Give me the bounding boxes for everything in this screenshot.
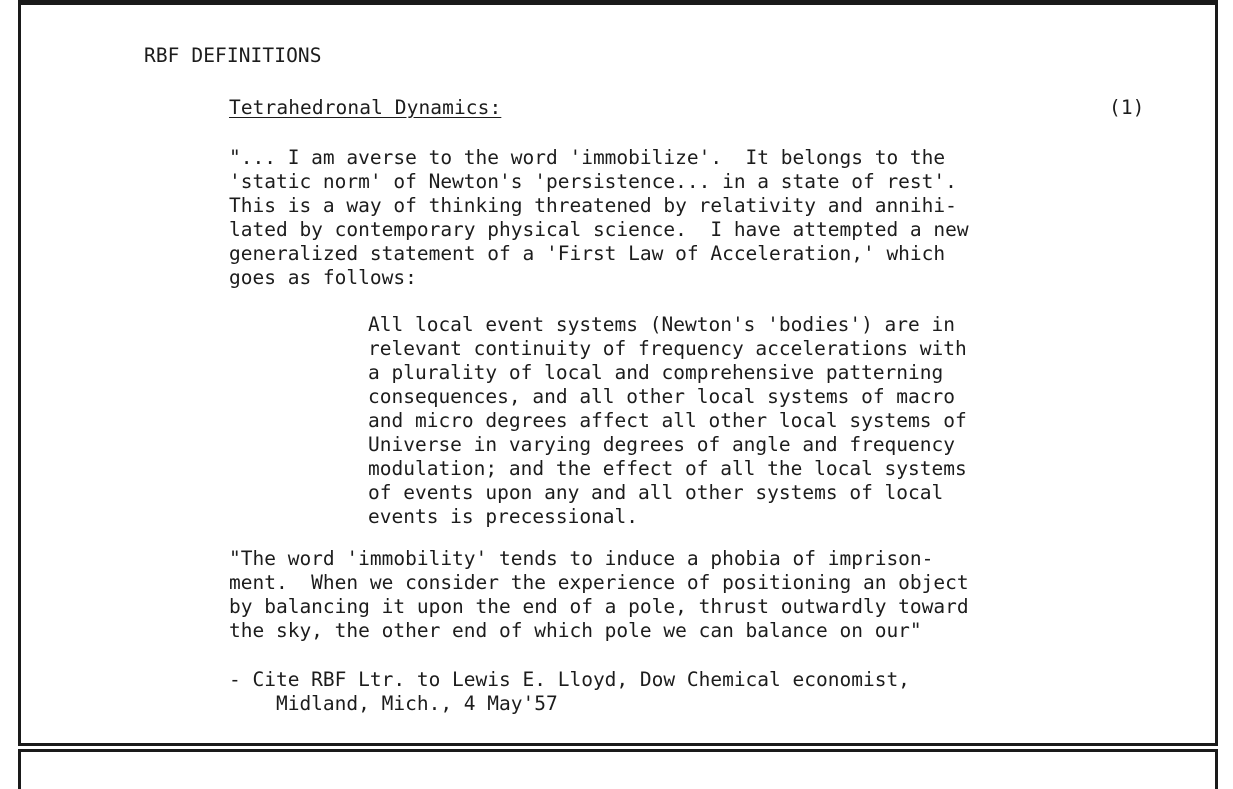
quote-line: events is precessional. xyxy=(368,505,639,528)
next-card-edge xyxy=(18,749,1218,789)
paragraph-line: This is a way of thinking threatened by relativity and annihi- xyxy=(229,194,957,217)
definition-card xyxy=(18,0,1218,746)
quote-line: All local event systems (Newton's 'bodies') are in xyxy=(368,313,955,336)
quote-line: a plurality of local and comprehensive patterning xyxy=(368,361,944,384)
paragraph-line: generalized statement of a 'First Law of Acceleration,' which xyxy=(229,242,946,265)
quote-line: of events upon any and all other systems of local xyxy=(368,481,944,504)
paragraph-line: 'static norm' of Newton's 'persistence... in a state of rest'. xyxy=(229,170,957,193)
paragraph-line: goes as follows: xyxy=(229,266,417,289)
card-heading: RBF DEFINITIONS xyxy=(144,44,322,67)
intro-paragraph xyxy=(229,146,969,290)
second-paragraph xyxy=(229,547,969,643)
subject-title: Tetrahedronal Dynamics: xyxy=(229,96,502,119)
paragraph-line: ment. When we consider the experience of positioning an object xyxy=(229,571,969,594)
quote-line: and micro degrees affect all other local systems of xyxy=(368,409,967,432)
paragraph-line: the sky, the other end of which pole we can balance on our" xyxy=(229,619,922,642)
citation-line: Midland, Mich., 4 May'57 xyxy=(229,692,558,715)
quote-line: consequences, and all other local systems of macro xyxy=(368,385,955,408)
law-quote-block xyxy=(368,313,967,529)
paragraph-line: by balancing it upon the end of a pole, thrust outwardly toward xyxy=(229,595,969,618)
paragraph-line: "The word 'immobility' tends to induce a phobia of imprison- xyxy=(229,547,934,570)
paragraph-line: lated by contemporary physical science. I have attempted a new xyxy=(229,218,969,241)
quote-line: modulation; and the effect of all the local systems xyxy=(368,457,967,480)
card-number: (1) xyxy=(1109,96,1145,119)
paragraph-line: "... I am averse to the word 'immobilize'. It belongs to the xyxy=(229,146,946,169)
quote-line: relevant continuity of frequency accelerations with xyxy=(368,337,967,360)
quote-line: Universe in varying degrees of angle and frequency xyxy=(368,433,955,456)
citation-line: - Cite RBF Ltr. to Lewis E. Lloyd, Dow Chemical economist, xyxy=(229,668,910,691)
citation xyxy=(229,668,910,716)
